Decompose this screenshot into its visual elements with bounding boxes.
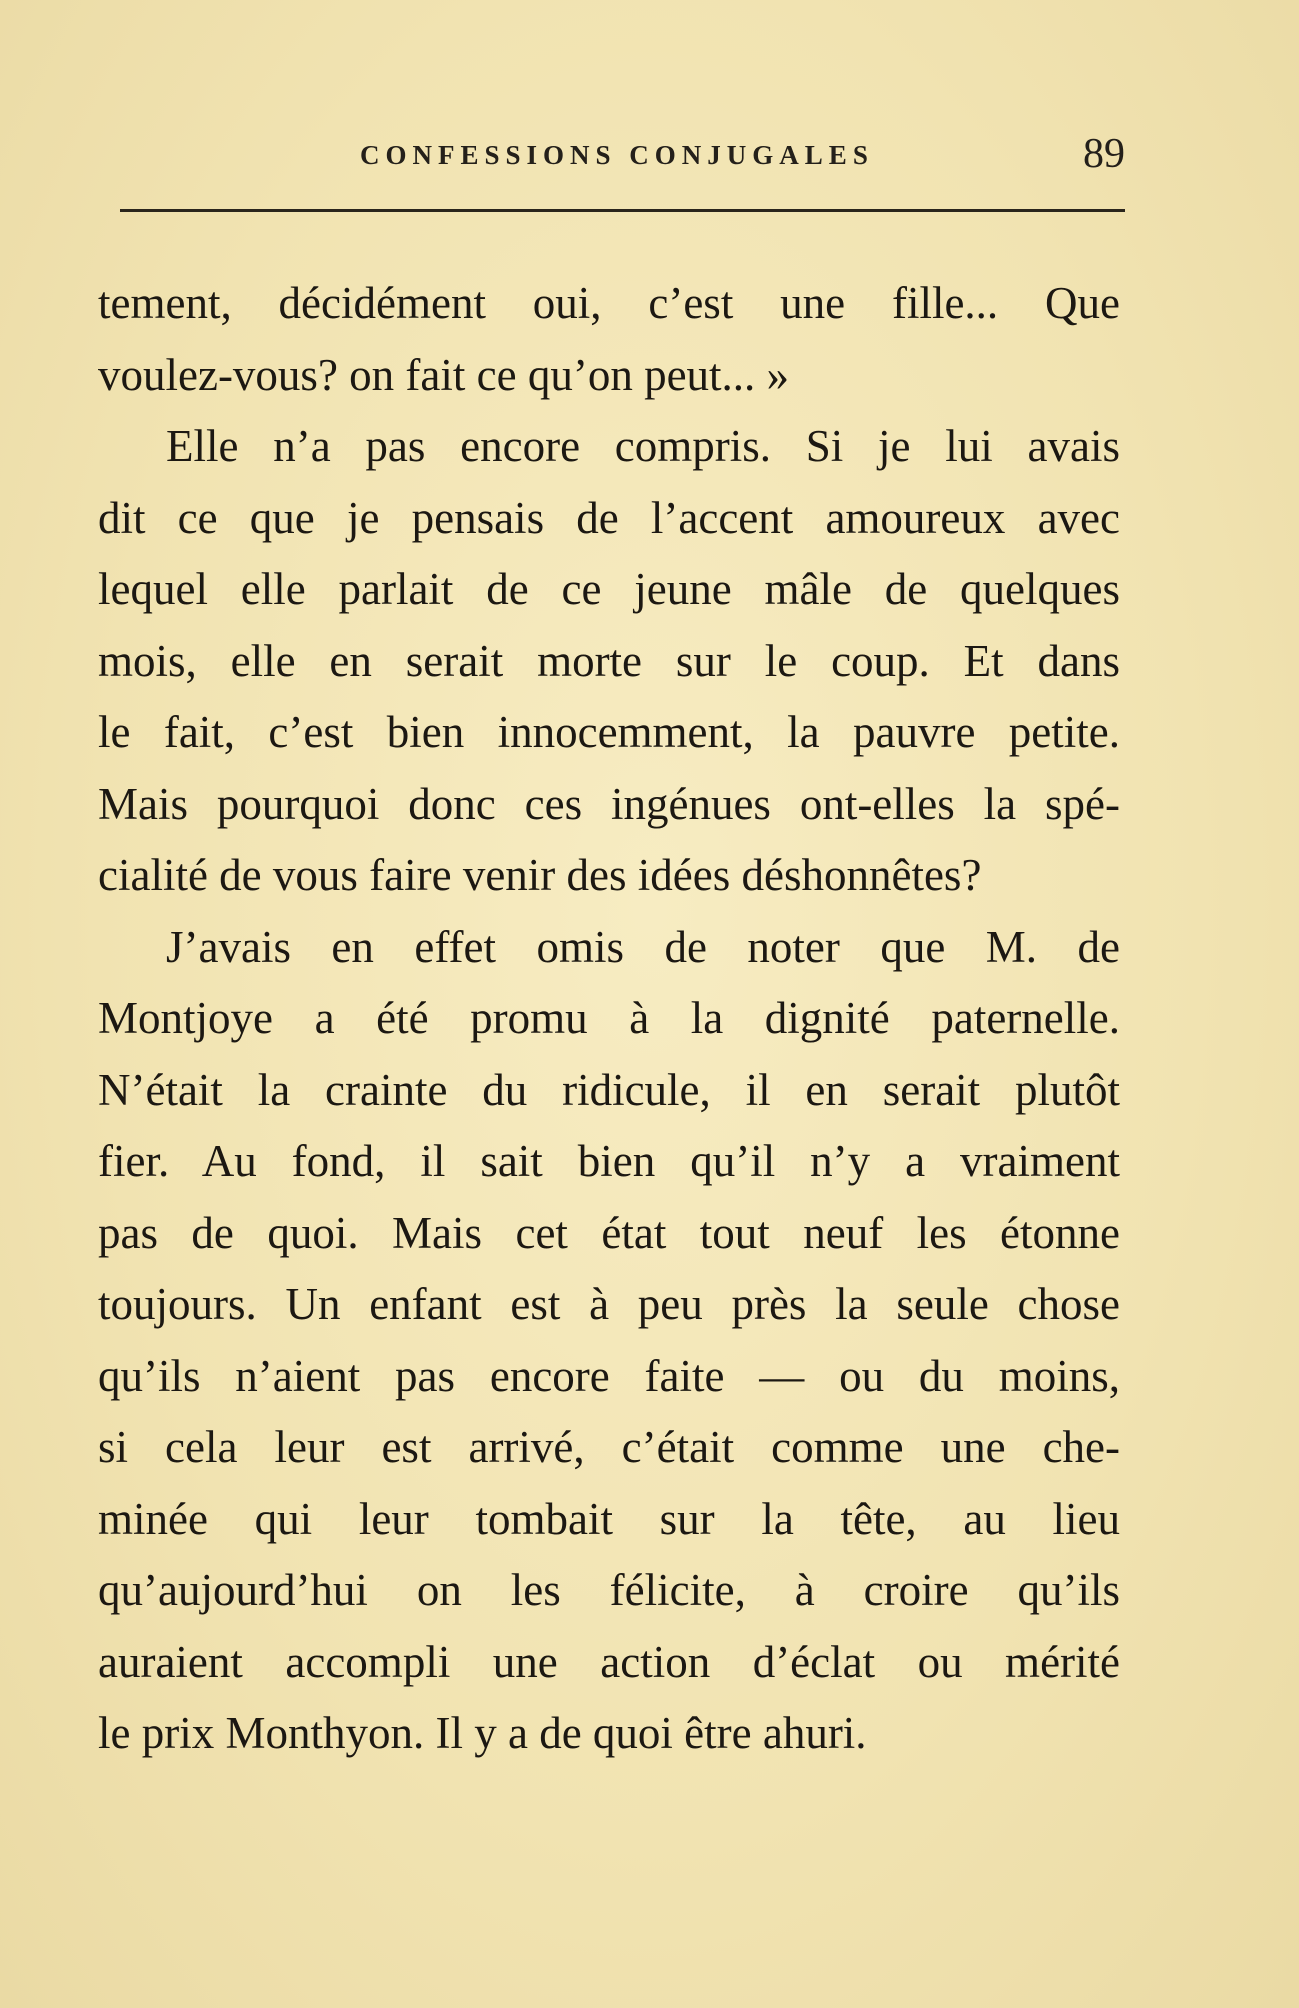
running-title: CONFESSIONS CONJUGALES (360, 140, 874, 170)
page-header (120, 130, 1125, 190)
text-line: Mais pourquoi donc ces ingénues ont-elles la spé- (98, 778, 1120, 829)
text-line: Montjoye a été promu à la dignité paternelle. (98, 993, 1120, 1043)
text-line: fier. Au fond, il sait bien qu’il n’y a vraiment (98, 1136, 1120, 1186)
text-line: le prix Monthyon. Il y a de quoi être ahuri. (98, 1708, 867, 1758)
text-line: J’avais en effet omis de noter que M. de (166, 921, 1120, 972)
header-rule (120, 209, 1125, 212)
page-number: 89 (1083, 131, 1125, 177)
text-line: N’était la crainte du ridicule, il en serait plutôt (98, 1064, 1120, 1115)
text-line: mois, elle en serait morte sur le coup. Et dans (98, 635, 1120, 686)
text-line: voulez-vous? on fait ce qu’on peut... » (98, 349, 790, 400)
text-line: lequel elle parlait de ce jeune mâle de quelques (98, 564, 1120, 614)
text-line: cialité de vous faire venir des idées déshonnêtes? (98, 850, 982, 900)
text-line: qu’ils n’aient pas encore faite — ou du moins, (98, 1350, 1120, 1401)
text-line: Elle n’a pas encore compris. Si je lui avais (166, 421, 1120, 471)
body-text (98, 268, 1120, 1770)
text-line: dit ce que je pensais de l’accent amoureux avec (98, 492, 1120, 543)
text-line: pas de quoi. Mais cet état tout neuf les étonne (98, 1207, 1120, 1258)
text-line: toujours. Un enfant est à peu près la seule chose (98, 1279, 1120, 1329)
text-line: le fait, c’est bien innocemment, la pauvre petite. (98, 707, 1120, 757)
text-line: tement, décidément oui, c’est une fille... Que (98, 278, 1120, 328)
text-line: si cela leur est arrivé, c’était comme une che- (98, 1422, 1120, 1472)
text-line: minée qui leur tombait sur la tête, au lieu (98, 1493, 1120, 1544)
text-line: qu’aujourd’hui on les félicite, à croire qu’ils (98, 1565, 1120, 1615)
text-line: auraient accompli une action d’éclat ou mérité (98, 1636, 1120, 1687)
